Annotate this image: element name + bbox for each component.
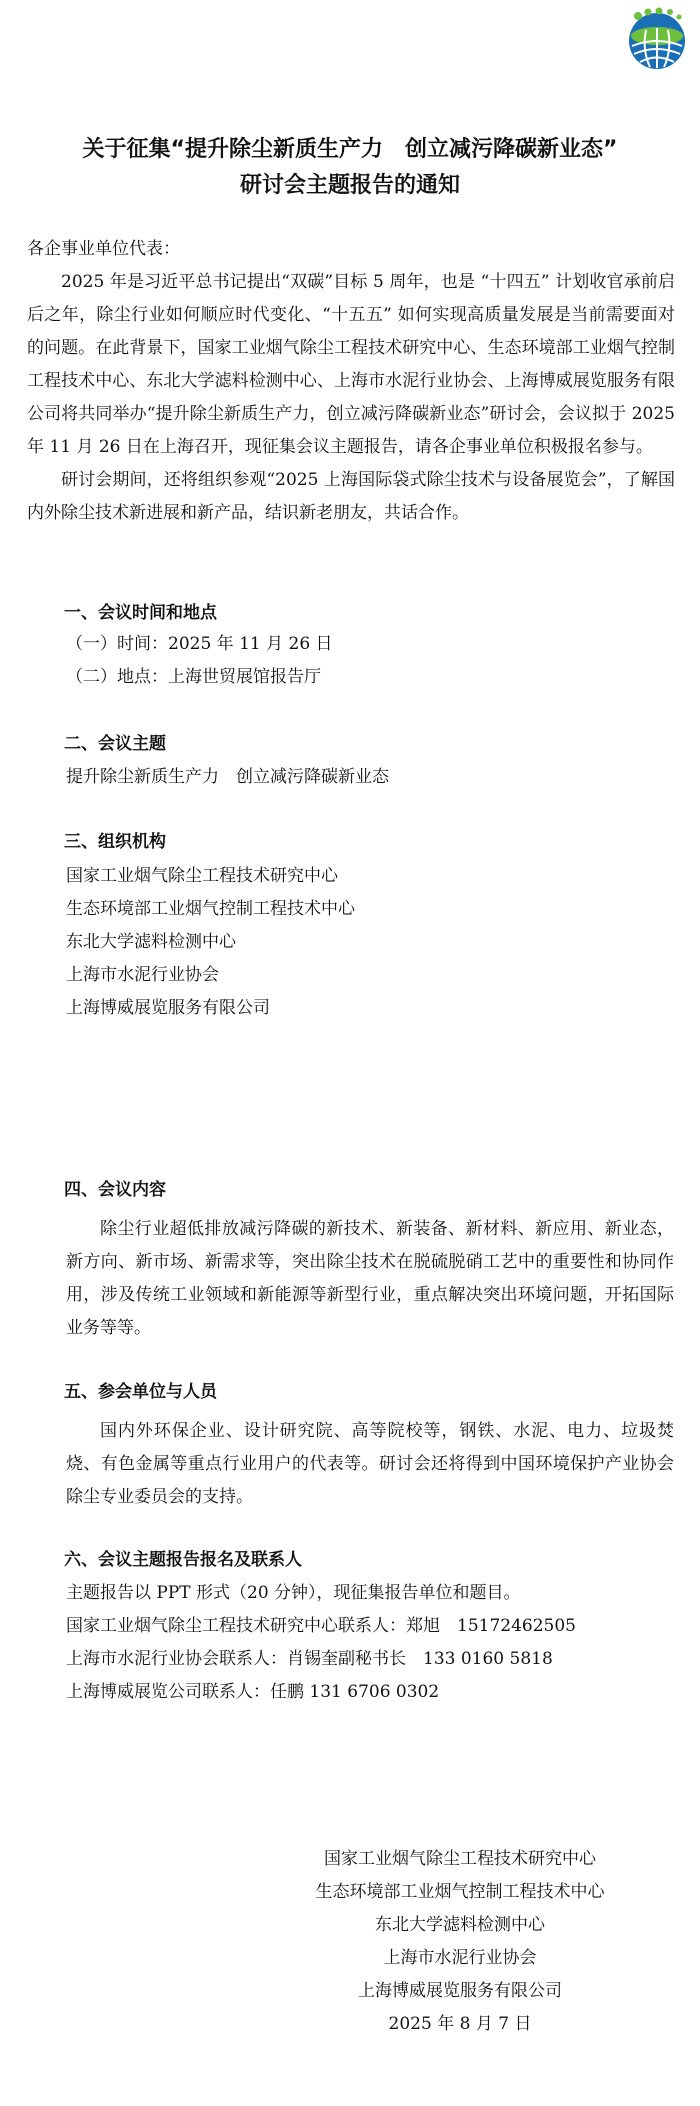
contact-line: 上海博威展览公司联系人：任鹏 131 6706 0302 (66, 1682, 440, 1702)
globe-logo-icon (624, 6, 690, 72)
signature-org: 上海博威展览服务有限公司 (358, 1981, 562, 2001)
section-3-heading: 三、组织机构 (64, 832, 166, 852)
section-1-list (66, 628, 676, 694)
section-6-list (66, 1577, 676, 1709)
contact-line: 上海市水泥行业协会联系人：肖锡奎副秘书长 133 0160 5818 (66, 1649, 553, 1669)
section-2-list (66, 761, 676, 794)
organizer-item: 国家工业烟气除尘工程技术研究中心 (66, 866, 338, 886)
content-paragraph: 除尘行业超低排放减污降碳的新技术、新装备、新材料、新应用、新业态，新方向、新市场、新需求等，突出除尘技术在脱硫脱硝工艺中的重要性和协同作用，涉及传统工业领域和新能源等新型行业，重点解决突出环境问题，开拓国际业务等等。 (66, 1219, 674, 1338)
meeting-place: （二）地点：上海世贸展馆报告厅 (66, 667, 321, 687)
document-title (0, 132, 700, 204)
section-4-heading: 四、会议内容 (64, 1180, 166, 1200)
intro-paragraph-2: 研讨会期间，还将组织参观“2025 上海国际袋式除尘技术与设备展览会”，了解国内外除尘技术新进展和新产品，结识新老朋友，共话合作。 (27, 470, 675, 523)
section-6-heading: 六、会议主题报告报名及联系人 (64, 1550, 302, 1570)
participants-paragraph: 国内外环保企业、设计研究院、高等院校等，钢铁、水泥、电力、垃圾焚烧、有色金属等重点行业用户的代表等。研讨会还将得到中国环境保护产业协会除尘专业委员会的支持。 (66, 1421, 674, 1507)
signature-org: 国家工业烟气除尘工程技术研究中心 (324, 1849, 596, 1869)
organizer-item: 东北大学滤料检测中心 (66, 932, 236, 952)
title-line-1: 关于征集“提升除尘新质生产力 创立减污降碳新业态” (82, 137, 618, 162)
section-4-body (66, 1213, 674, 1345)
title-line-2: 研讨会主题报告的通知 (239, 173, 460, 198)
intro-paragraph-1: 2025 年是习近平总书记提出“双碳”目标 5 周年，也是 “十四五” 计划收官承前启后之年，除尘行业如何顺应时代变化、“十五五” 如何实现高质量发展是当前需要面对的问题。在此背景下，国家工业烟气除尘工程技术研究中心、生态环境部工业烟气控制工程技术中心、东北大学滤料检测中心、上海市水泥行业协会、上海博威展览服务有限公司将共同举办“提升除尘新质生产力，创立减污降碳新业态”研讨会，会议拟于 2025 年 11 月 26 日在上海召开，现征集会议主题报告，请各企事业单位积极报名参与。 (27, 272, 675, 457)
globe-logo-svg (624, 6, 690, 72)
signature-date: 2025 年 8 月 7 日 (388, 2014, 532, 2034)
salutation: 各企事业单位代表： (27, 239, 180, 259)
signature-org: 生态环境部工业烟气控制工程技术中心 (315, 1882, 605, 1902)
intro-block (27, 233, 675, 530)
section-1-heading: 一、会议时间和地点 (64, 603, 217, 623)
meeting-theme: 提升除尘新质生产力 创立减污降碳新业态 (66, 767, 389, 787)
report-format: 主题报告以 PPT 形式（20 分钟），现征集报告单位和题目。 (66, 1583, 521, 1603)
organizer-item: 上海市水泥行业协会 (66, 965, 219, 985)
signature-org: 东北大学滤料检测中心 (375, 1915, 545, 1935)
section-5-body (66, 1415, 674, 1514)
signature-block (310, 1843, 610, 2041)
meeting-time: （一）时间：2025 年 11 月 26 日 (66, 634, 333, 654)
section-2-heading: 二、会议主题 (64, 734, 166, 754)
section-5-heading: 五、参会单位与人员 (64, 1382, 217, 1402)
organizer-item: 上海博威展览服务有限公司 (66, 998, 270, 1018)
contact-line: 国家工业烟气除尘工程技术研究中心联系人：郑旭 15172462505 (66, 1616, 576, 1636)
section-3-list (66, 860, 676, 1025)
signature-org: 上海市水泥行业协会 (383, 1948, 537, 1968)
organizer-item: 生态环境部工业烟气控制工程技术中心 (66, 899, 355, 919)
